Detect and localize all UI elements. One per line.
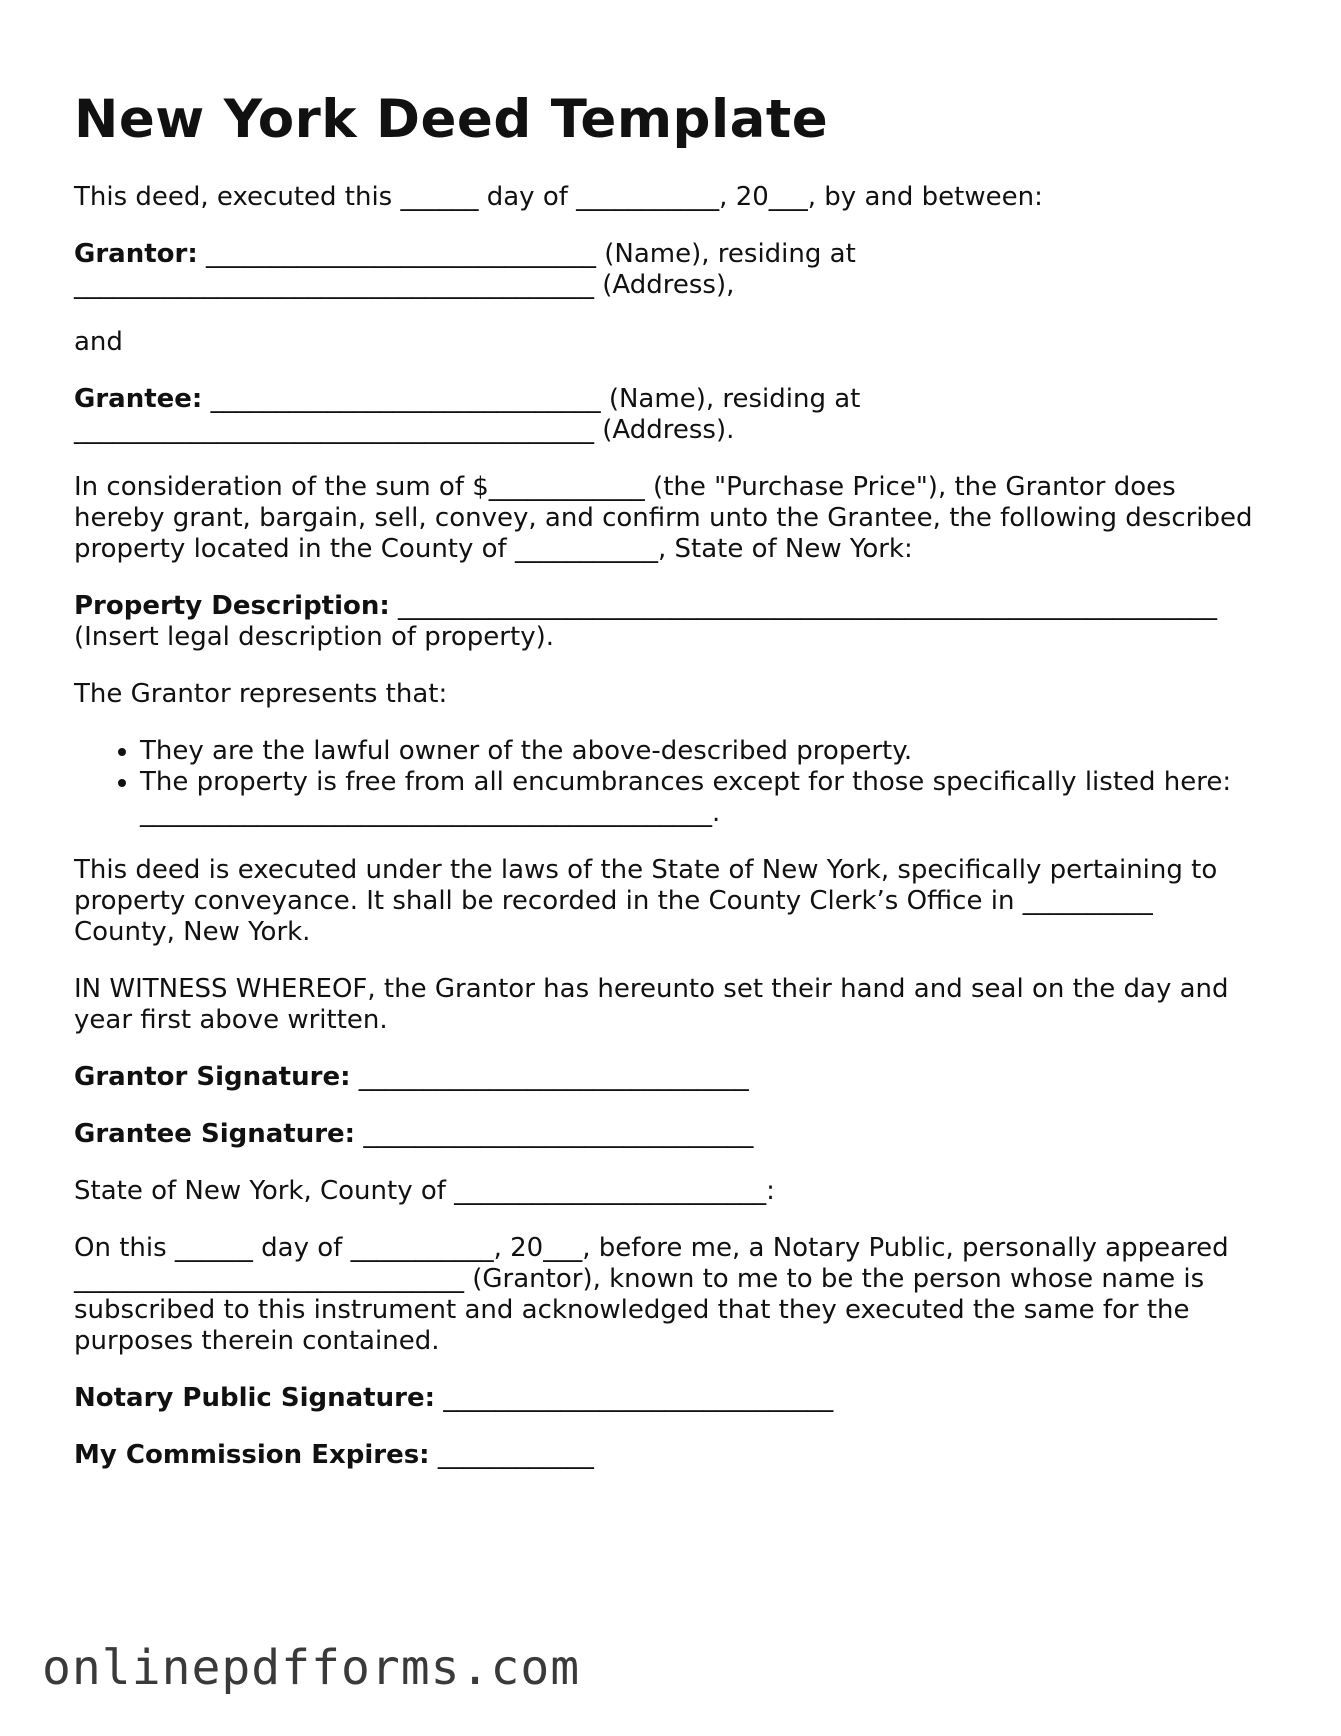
representations-list [74, 736, 1274, 829]
grantee-paragraph [74, 384, 1274, 446]
grantee-signature-line [74, 1119, 1274, 1150]
grantee-signature-blank: ______________________________ [355, 1119, 754, 1149]
grantee-address-line: ________________________________________ (Address). [74, 415, 735, 445]
grantor-signature-blank: ______________________________ [350, 1062, 749, 1092]
footer-watermark: onlinepdfforms.com [42, 1640, 581, 1696]
state-county-line: State of New York, County of ________________________: [74, 1176, 775, 1206]
grantor-label: Grantor: [74, 239, 198, 269]
commission-expires-blank: ____________ [429, 1440, 594, 1470]
notary-line-3: subscribed to this instrument and acknowledged that they executed the same for the [74, 1295, 1190, 1325]
notary-signature-line [74, 1383, 1274, 1414]
commission-expires-line [74, 1440, 1274, 1471]
notary-line-2: ______________________________ (Grantor), known to me to be the person whose name is [74, 1264, 1205, 1294]
represents-text: The Grantor represents that: [74, 679, 448, 709]
property-description-paragraph [74, 591, 1274, 653]
page-title: New York Deed Template [74, 89, 829, 150]
representation-encumbrances: The property is free from all encumbrances except for those specifically listed here: [140, 767, 1232, 797]
witness-line-2: year first above written. [74, 1005, 388, 1035]
notary-line-1: On this ______ day of ___________, 20___, before me, a Notary Public, personally appeared [74, 1233, 1229, 1263]
property-description-label: Property Description: [74, 591, 390, 621]
grantor-signature-line [74, 1062, 1274, 1093]
grantee-signature-label: Grantee Signature: [74, 1119, 356, 1149]
and-text: and [74, 327, 123, 357]
consideration-line-3: property located in the County of ___________, State of New York: [74, 534, 913, 564]
commission-expires-label: My Commission Expires: [74, 1440, 430, 1470]
consideration-line-2: hereby grant, bargain, sell, convey, and confirm unto the Grantee, the following described [74, 503, 1253, 533]
notary-paragraph [74, 1233, 1274, 1357]
notary-line-4: purposes therein contained. [74, 1326, 440, 1356]
property-description-note: (Insert legal description of property). [74, 622, 554, 652]
consideration-paragraph [74, 472, 1274, 565]
list-item [140, 736, 1274, 767]
laws-line-3: County, New York. [74, 917, 311, 947]
grantor-address-line: ________________________________________ (Address), [74, 270, 735, 300]
intro-paragraph: This deed, executed this ______ day of ___________, 20___, by and between: [74, 182, 1043, 212]
grantor-signature-label: Grantor Signature: [74, 1062, 351, 1092]
list-item [140, 767, 1274, 829]
property-description-blank: _______________________________________________________________ [389, 591, 1218, 621]
grantor-name-line: ______________________________ (Name), residing at [197, 239, 856, 269]
grantee-label: Grantee: [74, 384, 203, 414]
witness-line-1: IN WITNESS WHEREOF, the Grantor has hereunto set their hand and seal on the day and [74, 974, 1229, 1004]
laws-line-1: This deed is executed under the laws of the State of New York, specifically pertaining to [74, 855, 1218, 885]
laws-line-2: property conveyance. It shall be recorded in the County Clerk’s Office in __________ [74, 886, 1153, 916]
encumbrances-blank: ____________________________________________. [140, 798, 721, 828]
deed-document [74, 90, 1274, 1497]
grantee-name-line: ______________________________ (Name), residing at [202, 384, 861, 414]
laws-paragraph [74, 855, 1274, 948]
representation-owner: They are the lawful owner of the above-described property. [140, 736, 913, 766]
consideration-line-1: In consideration of the sum of $____________ (the "Purchase Price"), the Grantor does [74, 472, 1176, 502]
witness-paragraph [74, 974, 1274, 1036]
grantor-paragraph [74, 239, 1274, 301]
notary-signature-label: Notary Public Signature: [74, 1383, 435, 1413]
notary-signature-blank: ______________________________ [434, 1383, 834, 1413]
